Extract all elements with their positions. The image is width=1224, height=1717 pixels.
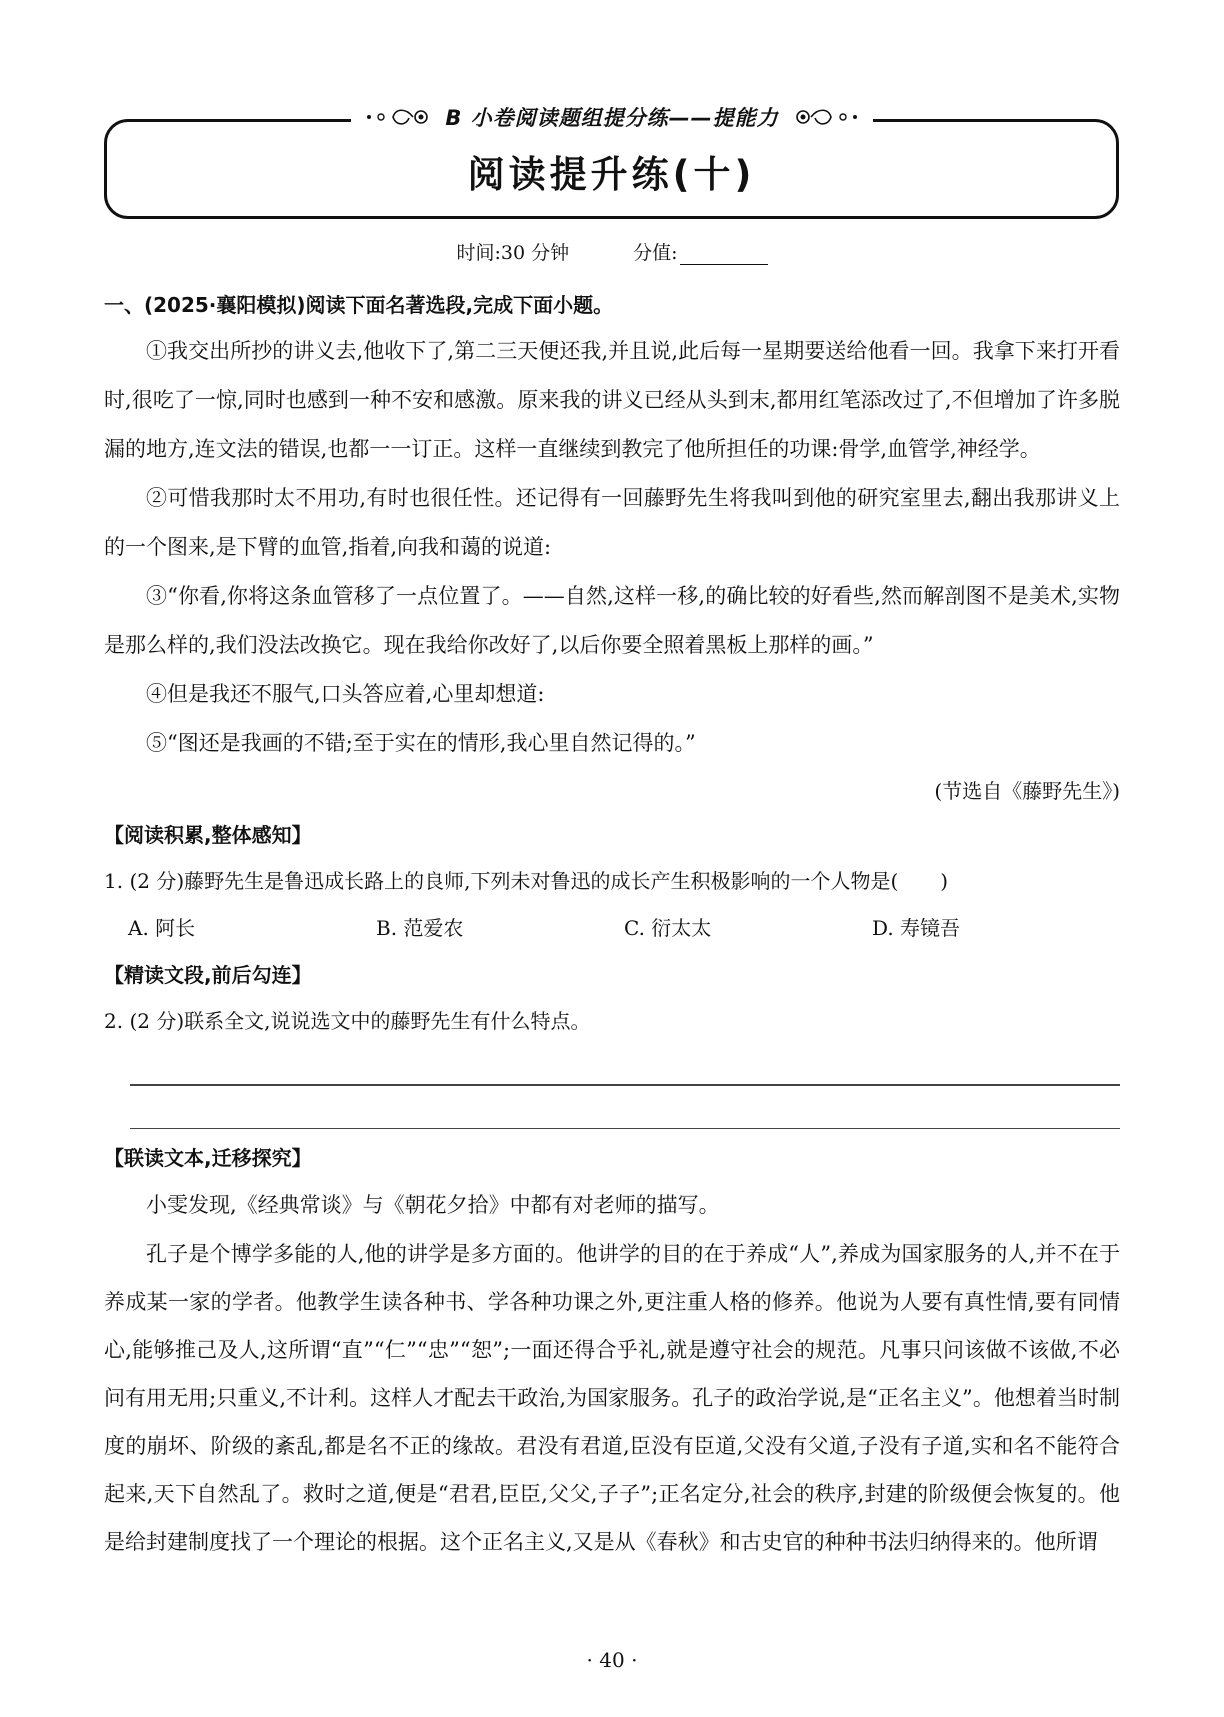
time-label: 时间:30 分钟 — [456, 242, 570, 264]
excerpt-source: (节选自《藤野先生》) — [934, 779, 1120, 803]
page-title: 阅读提升练(十) — [467, 153, 756, 196]
linked-passage: 孔子是个博学多能的人,他的讲学是多方面的。他讲学的目的在于养成“人”,养成为国家服务的人,并不在于养成某一家的学者。他教学生读各种书、学各种功课之外,更注重人格的修养。他说为人要有真性情,要有同情心,能够推己及人,这所谓“直”“仁”“忠”“恕”;一面还得合乎礼,就是遵守社会的规范。凡事只问该做不该做,不必问有用无用;只重义,不计利。这样人才配去干政治,为国家服务。孔子的政治学说,是“正名主义”。他想着当时制度的崩坏、阶级的紊乱,都是名不正的缘故。君没有君道,臣没有臣道,父没有父道,子没有子道,实和名不能符合起来,天下自然乱了。救时之道,便是“君君,臣臣,父父,子子”;正名定分,社会的秩序,封建的阶级便会恢复的。他是给封建制度找了一个理论的根据。这个正名主义,又是从《春秋》和古史官的种种书法归纳得来的。他所谓 — [104, 1242, 1120, 1554]
page-number: · 40 · — [586, 1648, 638, 1672]
answer-line[interactable] — [130, 1084, 1120, 1086]
intro-paragraph: 小雯发现,《经典常谈》与《朝花夕拾》中都有对老师的描写。 — [146, 1193, 720, 1217]
option-d[interactable]: D. 寿镜吾 — [872, 916, 961, 940]
excerpt-paragraph: ②可惜我那时太不用功,有时也很任性。还记得有一回藤野先生将我叫到他的研究室里去,翻出我那讲义上的一个图来,是下臂的血管,指着,向我和蔼的说道: — [104, 486, 1120, 559]
section-heading: 一、(2025·襄阳模拟)阅读下面名著选段,完成下面小题。 — [104, 293, 614, 317]
exercise-content — [104, 287, 1120, 1566]
question-2-text: 2. (2 分)联系全文,说说选文中的藤野先生有什么特点。 — [104, 1009, 591, 1033]
excerpt-paragraph: ①我交出所抄的讲义去,他收下了,第二三天便还我,并且说,此后每一星期要送给他看一回。我拿下来打开看时,很吃了一惊,同时也感到一种不安和感激。原来我的讲义已经从头到末,都用红笔添改过了,不但增加了许多脱漏的地方,连文法的错误,也都一一订正。这样一直继续到教完了他所担任的功课:骨学,血管学,神经学。 — [104, 339, 1120, 461]
score-blank[interactable] — [680, 246, 768, 265]
option-a[interactable]: A. 阿长 — [128, 916, 196, 940]
right-swirl-ornament-icon — [793, 106, 873, 128]
subsection-heading: 【阅读积累,整体感知】 — [104, 823, 312, 847]
question-2 — [104, 998, 1120, 1044]
banner-label: B 小卷阅读题组提分练——提能力 — [431, 102, 792, 132]
option-b[interactable]: B. 范爱农 — [376, 916, 464, 940]
choice-options — [104, 904, 1120, 952]
excerpt-paragraph: ④但是我还不服气,口头答应着,心里却想道: — [146, 682, 545, 706]
answer-line[interactable] — [130, 1128, 1120, 1130]
score-label: 分值: — [633, 242, 678, 264]
question-1 — [104, 858, 1120, 904]
left-swirl-ornament-icon — [351, 106, 431, 128]
option-c[interactable]: C. 衍太太 — [624, 916, 712, 940]
subsection-heading: 【精读文段,前后勾连】 — [104, 963, 312, 987]
question-1-text: 1. (2 分)藤野先生是鲁迅成长路上的良师,下列未对鲁迅的成长产生积极影响的一个人物是( — [104, 869, 899, 893]
excerpt-paragraph: ⑤“图还是我画的不错;至于实在的情形,我心里自然记得的。” — [146, 731, 696, 755]
score-field — [633, 238, 767, 265]
time-score-row — [0, 238, 1224, 265]
title-frame — [104, 119, 1119, 219]
subsection-heading: 【联读文本,迁移探究】 — [104, 1146, 312, 1170]
excerpt-paragraph: ③“你看,你将这条血管移了一点位置了。——自然,这样一移,的确比较的好看些,然而解剖图不是美术,实物是那么样的,我们没法改换它。现在我给你改好了,以后你要全照着黑板上那样的画。” — [104, 584, 1120, 657]
question-1-close: ) — [940, 869, 949, 893]
time-limit — [456, 238, 569, 265]
